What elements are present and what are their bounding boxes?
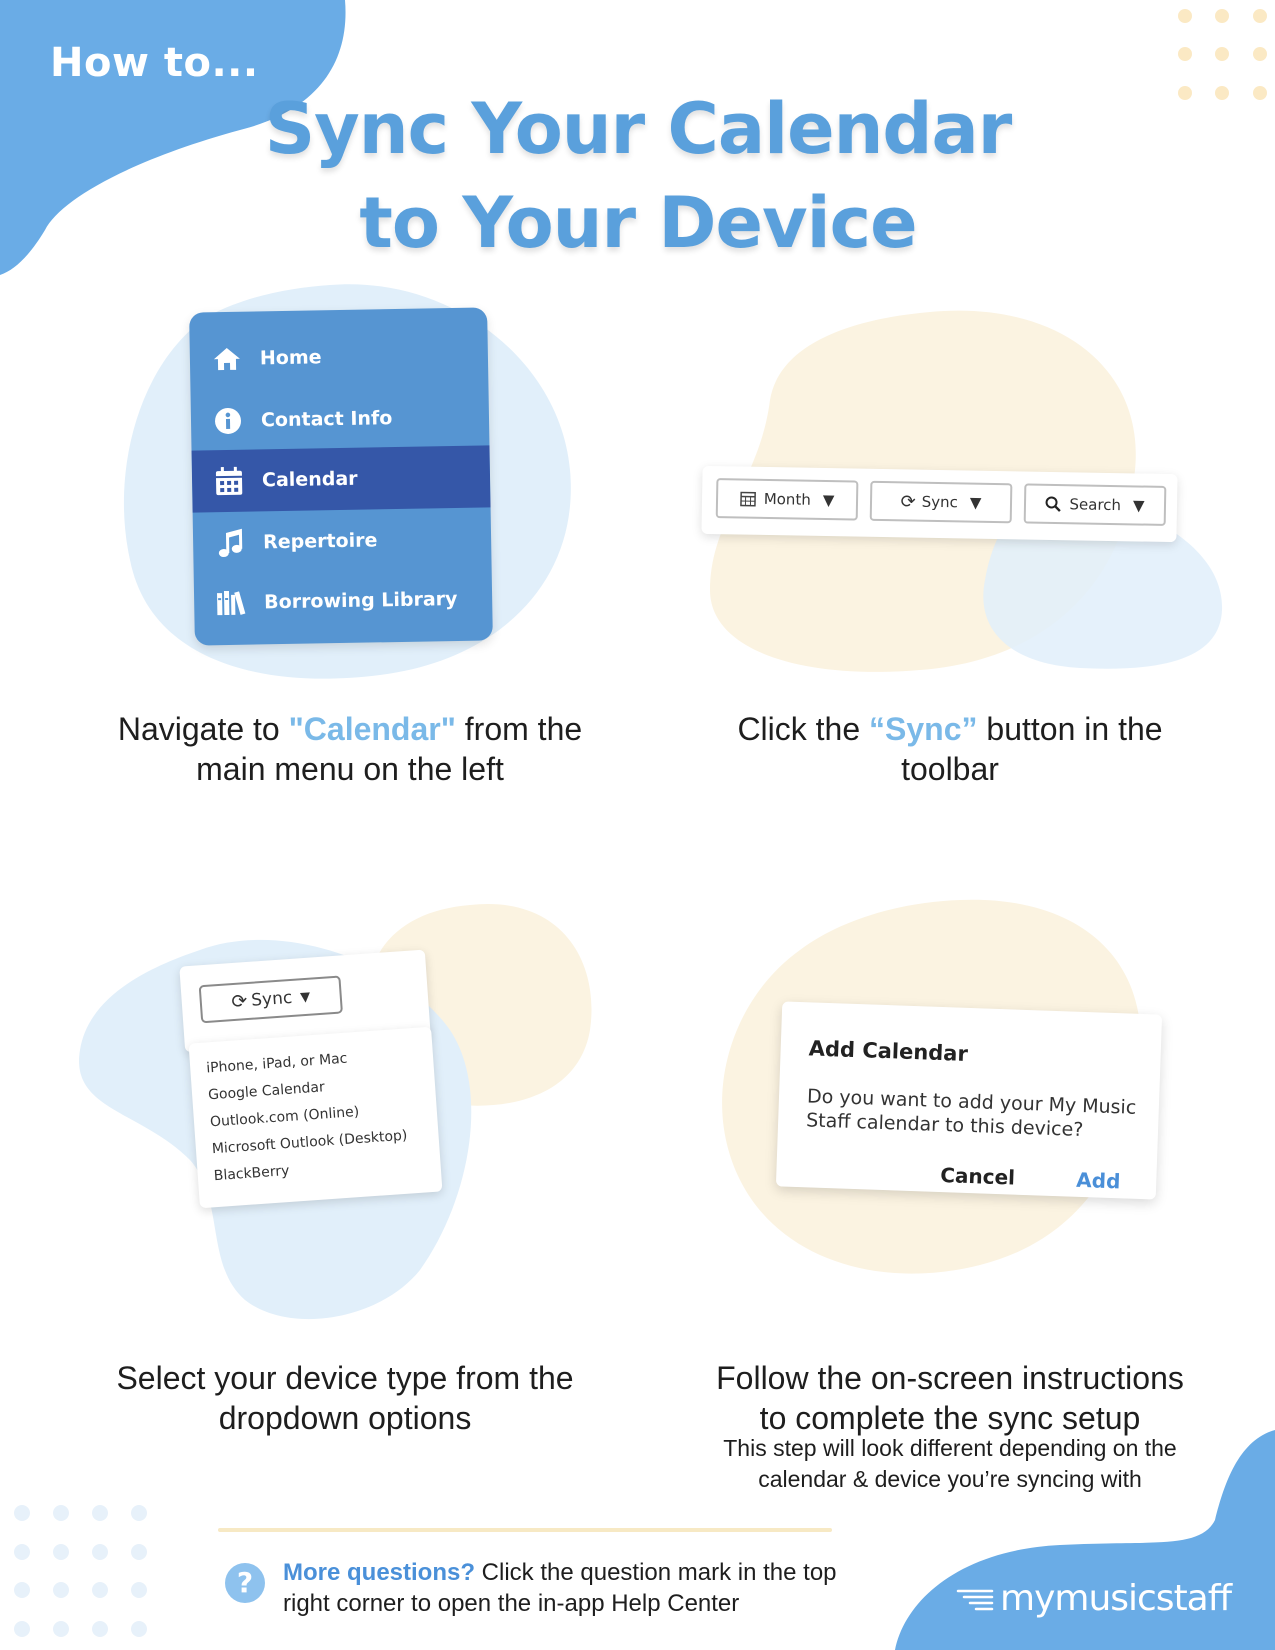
menu-item-repertoire[interactable] (193, 507, 492, 574)
step4-subcaption: This step will look different depending on the calendar & device you’re syncing with (723, 1435, 1177, 1492)
sync-button[interactable]: ⟳ Sync ▼ (870, 481, 1013, 523)
menu-item-borrowing-library[interactable] (194, 567, 493, 634)
footer-help-text: More questions? Click the question mark in the top right corner to open the in-app Help Center (283, 1559, 837, 1617)
caret-down-icon: ▼ (822, 490, 835, 510)
month-button[interactable]: Month ▼ (716, 478, 859, 520)
add-calendar-dialog (776, 1001, 1162, 1199)
menu-label: Calendar (261, 467, 358, 492)
search-button[interactable]: Search ▼ (1024, 483, 1167, 525)
menu-label: Home (259, 346, 322, 370)
page-title-line1: Sync Your Calendar (264, 88, 1012, 170)
highlight-sync: “Sync” (869, 711, 978, 747)
search-icon (1045, 496, 1061, 512)
caret-down-icon: ▼ (299, 989, 311, 1005)
info-icon (211, 407, 245, 436)
menu-item-calendar[interactable] (192, 445, 491, 512)
add-button[interactable]: Add (1075, 1167, 1121, 1194)
toolbar (701, 466, 1177, 542)
library-icon (214, 589, 248, 618)
menu-label: Contact Info (260, 407, 393, 432)
dropdown-option-google[interactable]: Google Calendar (207, 1079, 326, 1104)
step1-caption: Navigate to "Calendar" from the main menu on the left (117, 711, 583, 787)
menu-item-contact-info[interactable] (190, 385, 489, 452)
step3-caption: Select your device type from the dropdown options (116, 1360, 574, 1436)
caret-down-icon: ▼ (969, 493, 982, 512)
dropdown-option-outlook-desktop[interactable]: Microsoft Outlook (Desktop) (211, 1127, 408, 1158)
logo-text: mymusicstaff (1000, 1578, 1232, 1619)
caret-down-icon: ▼ (1132, 496, 1145, 515)
step2-caption: Click the “Sync” button in the toolbar (737, 711, 1163, 787)
dialog-title: Add Calendar (808, 1036, 969, 1066)
sync-icon: ⟳ (230, 990, 249, 1014)
home-icon (210, 346, 244, 373)
cancel-button[interactable]: Cancel (939, 1163, 1016, 1190)
main-menu (189, 307, 493, 645)
footer-divider (218, 1528, 832, 1532)
highlight-calendar: "Calendar" (288, 711, 456, 747)
dots-top-right (1178, 9, 1267, 100)
dropdown-option-blackberry[interactable]: BlackBerry (213, 1162, 290, 1185)
music-note-icon (213, 528, 248, 559)
sync-icon: ⟳ (900, 490, 916, 513)
dots-bottom-left (14, 1505, 147, 1637)
how-to-label: How to... (50, 40, 259, 86)
question-mark-icon: ? (225, 1563, 265, 1603)
menu-label: Repertoire (262, 529, 378, 554)
more-questions-label: More questions? (283, 1559, 476, 1586)
calendar-icon (740, 491, 756, 507)
logo-lines-icon (956, 1586, 998, 1612)
page-title-line2: to Your Device (359, 182, 917, 264)
sync-dropdown-button[interactable]: ⟳ Sync ▼ (199, 975, 343, 1023)
logo (956, 1578, 1231, 1619)
step4-caption: Follow the on-screen instructions to complete the sync setup (716, 1360, 1184, 1436)
dropdown-option-outlook-online[interactable]: Outlook.com (Online) (209, 1103, 360, 1131)
calendar-icon (212, 466, 247, 497)
menu-item-home[interactable] (189, 323, 488, 390)
menu-label: Borrowing Library (263, 587, 458, 614)
dropdown-option-iphone[interactable]: iPhone, iPad, or Mac (205, 1050, 348, 1077)
dialog-body: Do you want to add your My Music Staff calendar to this device? (805, 1085, 1137, 1142)
sync-dropdown-menu (189, 1027, 443, 1209)
